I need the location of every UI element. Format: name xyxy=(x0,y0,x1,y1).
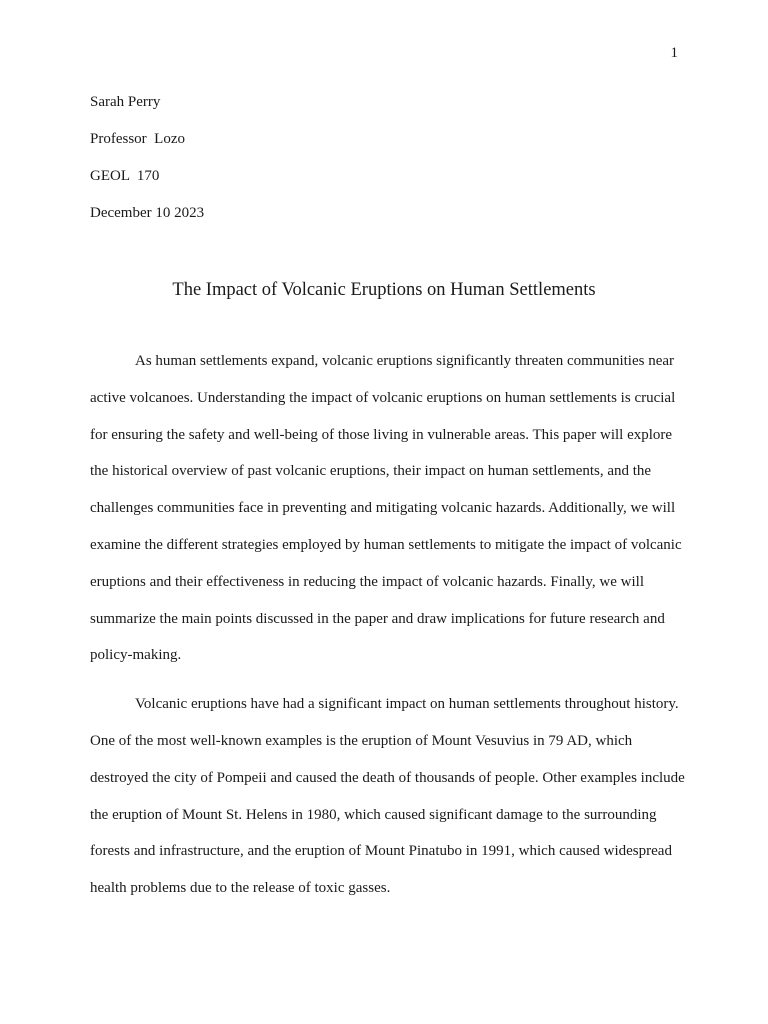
submission-date: December 10 2023 xyxy=(90,205,205,221)
paper-body xyxy=(90,343,686,919)
body-paragraph: As human settlements expand, volcanic eruptions significantly threaten communities near active volcanoes. Understanding the impact of volcanic eruptions on human settlements is crucial for ensuring the safety and well-being of those living in vulnerable areas. This paper will explore the historical overview of past volcanic eruptions, their impact on human settlements, and the challenges communities face in preventing and mitigating volcanic hazards. Additionally, we will examine the different strategies employed by human settlements to mitigate the impact of volcanic eruptions and their effectiveness in reducing the impact of volcanic hazards. Finally, we will summarize the main points discussed in the paper and draw implications for future research and policy-making. xyxy=(90,353,682,664)
instructor-name: Professor Lozo xyxy=(90,131,185,147)
mla-header xyxy=(90,93,680,241)
page-number: 1 xyxy=(670,45,678,61)
body-paragraph: Volcanic eruptions have had a significant impact on human settlements throughout history. One of the most well-known examples is the eruption of Mount Vesuvius in 79 AD, which destroyed the city of Pompeii and caused the death of thousands of people. Other examples include the eruption of Mount St. Helens in 1980, which caused significant damage to the surrounding forests and infrastructure, and the eruption of Mount Pinatubo in 1991, which caused widespread health problems due to the release of toxic gasses. xyxy=(90,696,685,897)
paper-title: The Impact of Volcanic Eruptions on Human Settlements xyxy=(172,280,596,300)
author-name: Sarah Perry xyxy=(90,94,161,110)
course-code: GEOL 170 xyxy=(90,168,160,184)
